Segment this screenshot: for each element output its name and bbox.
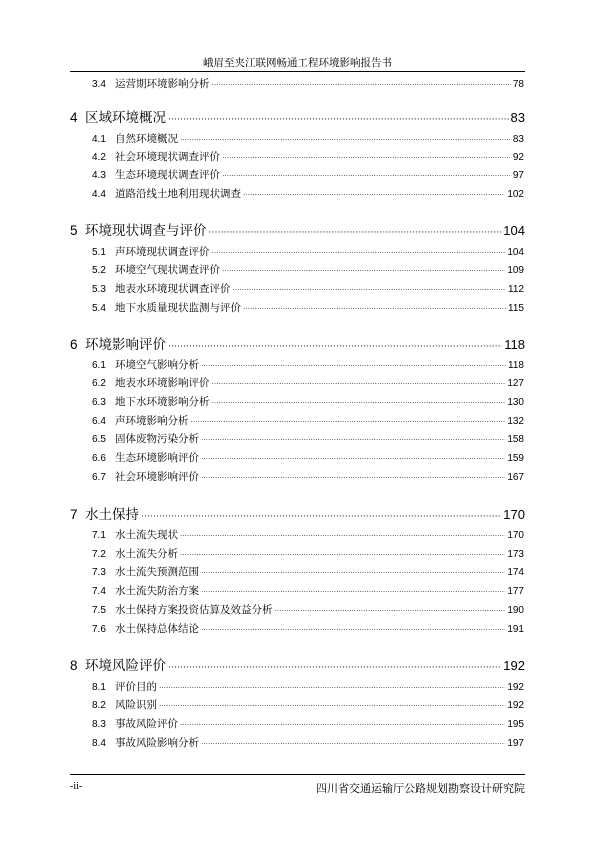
toc-section-entry[interactable] [92, 281, 524, 296]
toc-section-entry[interactable] [92, 357, 524, 372]
toc-entry-number: 4.3 [92, 170, 106, 181]
page-number: -ii- [70, 781, 83, 792]
toc-section-entry[interactable] [92, 300, 524, 315]
toc-chapter-entry[interactable] [70, 333, 525, 353]
toc-entry-number: 8.3 [92, 719, 106, 730]
toc-section-entry[interactable] [92, 450, 524, 465]
toc-entry-title: 环境空气现状调查评价 [115, 265, 220, 276]
toc-entry-title: 事故风险影响分析 [115, 738, 199, 749]
toc-dot-leader [209, 227, 502, 237]
toc-dot-leader [141, 511, 501, 521]
toc-section-entry[interactable] [92, 716, 524, 731]
toc-entry-title: 地下水环境影响分析 [115, 397, 210, 408]
toc-entry-number: 6.3 [92, 397, 106, 408]
running-header: 峨眉至夹江联网畅通工程环境影响报告书 [203, 58, 392, 69]
toc-entry-title: 地下水质量现状监测与评价 [115, 303, 241, 314]
toc-entry-title: 环境风险评价 [85, 658, 166, 674]
toc-entry-page: 132 [507, 416, 524, 427]
toc-entry-page: 83 [510, 110, 525, 125]
toc-entry-number: 7 [70, 507, 78, 522]
toc-entry-page: 115 [508, 303, 524, 314]
toc-entry-page: 112 [508, 284, 524, 295]
toc-dot-leader [201, 436, 505, 444]
toc-entry-title: 风险识别 [115, 700, 157, 711]
toc-dot-leader [159, 684, 505, 692]
toc-dot-leader [201, 588, 505, 596]
toc-section-entry[interactable] [92, 431, 524, 446]
toc-entry-title: 水土保持 [85, 507, 139, 523]
toc-dot-leader [180, 532, 505, 540]
footer-rule [70, 774, 525, 775]
toc-section-entry[interactable] [92, 679, 524, 694]
toc-dot-leader [168, 662, 501, 672]
toc-entry-number: 7.6 [92, 624, 106, 635]
toc-entry-title: 生态环境现状调查评价 [115, 170, 220, 181]
footer-organization: 四川省交通运输厅公路规划勘察设计研究院 [316, 783, 525, 795]
toc-entry-number: 8.4 [92, 738, 106, 749]
toc-entry-title: 声环境影响分析 [115, 416, 189, 427]
toc-dot-leader [222, 172, 511, 180]
toc-entry-title: 评价目的 [115, 682, 157, 693]
toc-section-entry[interactable] [92, 469, 524, 484]
toc-dot-leader [201, 455, 505, 463]
toc-section-entry[interactable] [92, 602, 524, 617]
toc-dot-leader [212, 399, 506, 407]
toc-entry-page: 170 [503, 507, 525, 522]
toc-entry-number: 7.3 [92, 567, 106, 578]
toc-entry-page: 104 [503, 223, 525, 238]
toc-dot-leader [212, 81, 511, 89]
toc-dot-leader [275, 607, 506, 615]
toc-section-entry[interactable] [92, 697, 524, 712]
toc-entry-page: 173 [507, 549, 524, 560]
toc-entry-page: 83 [512, 134, 524, 145]
toc-entry-number: 3.4 [92, 79, 106, 90]
toc-dot-leader [168, 341, 502, 351]
toc-entry-page: 158 [507, 434, 524, 445]
toc-dot-leader [243, 191, 505, 199]
toc-dot-leader [212, 249, 506, 257]
toc-dot-leader [233, 286, 507, 294]
toc-entry-title: 水土保持方案投资估算及效益分析 [115, 605, 273, 616]
toc-entry-number: 5.1 [92, 247, 106, 258]
toc-dot-leader [201, 626, 505, 634]
toc-entry-page: 195 [507, 719, 524, 730]
toc-entry-page: 192 [507, 700, 524, 711]
toc-entry-title: 地表水环境影响评价 [115, 378, 210, 389]
toc-section-entry[interactable] [92, 621, 524, 636]
toc-entry-title: 水土流失防治方案 [115, 586, 199, 597]
toc-entry-title: 环境影响评价 [85, 337, 166, 353]
toc-entry-title: 声环境现状调查评价 [115, 247, 210, 258]
toc-entry-number: 5 [70, 223, 78, 238]
toc-entry-page: 109 [507, 265, 524, 276]
toc-dot-leader [180, 136, 511, 144]
toc-chapter-entry[interactable] [70, 106, 525, 126]
toc-section-entry[interactable] [92, 186, 524, 201]
toc-entry-title: 事故风险评价 [115, 719, 178, 730]
toc-entry-title: 水土流失现状 [115, 530, 178, 541]
toc-entry-number: 6 [70, 337, 78, 352]
toc-entry-number: 8.2 [92, 700, 106, 711]
toc-entry-title: 水土流失预测范围 [115, 567, 199, 578]
toc-dot-leader [243, 305, 506, 313]
toc-section-entry[interactable] [92, 546, 524, 561]
toc-entry-title: 运营期环境影响分析 [115, 79, 210, 90]
toc-dot-leader [222, 154, 511, 162]
toc-chapter-entry[interactable] [70, 503, 525, 523]
toc-entry-number: 6.5 [92, 434, 106, 445]
toc-entry-number: 6.2 [92, 378, 106, 389]
toc-section-entry[interactable] [92, 375, 524, 390]
toc-entry-number: 6.4 [92, 416, 106, 427]
toc-entry-title: 水土保持总体结论 [115, 624, 199, 635]
toc-entry-page: 177 [507, 586, 524, 597]
toc-dot-leader [222, 267, 505, 275]
toc-entry-title: 社会环境影响评价 [115, 472, 199, 483]
toc-section-entry[interactable] [92, 735, 524, 750]
toc-entry-number: 4.1 [92, 134, 106, 145]
toc-entry-title: 生态环境影响评价 [115, 453, 199, 464]
toc-entry-page: 191 [507, 624, 524, 635]
toc-entry-number: 4.2 [92, 152, 106, 163]
toc-section-entry[interactable] [92, 244, 524, 259]
toc-entry-number: 7.4 [92, 586, 106, 597]
toc-dot-leader [201, 474, 505, 482]
toc-dot-leader [159, 702, 505, 710]
toc-chapter-entry[interactable] [70, 219, 525, 239]
toc-dot-leader [201, 362, 506, 370]
toc-entry-page: 102 [507, 189, 524, 200]
toc-section-entry[interactable] [92, 76, 524, 91]
toc-section-entry[interactable] [92, 149, 524, 164]
toc-dot-leader [180, 721, 505, 729]
toc-entry-page: 118 [504, 337, 525, 352]
toc-dot-leader [191, 418, 506, 426]
toc-entry-page: 170 [507, 530, 524, 541]
toc-entry-title: 区域环境概况 [85, 110, 166, 126]
toc-entry-number: 8 [70, 658, 78, 673]
toc-entry-page: 130 [507, 397, 524, 408]
toc-dot-leader [168, 114, 509, 124]
toc-section-entry[interactable] [92, 527, 524, 542]
toc-section-entry[interactable] [92, 394, 524, 409]
toc-entry-title: 道路沿线土地利用现状调查 [115, 189, 241, 200]
toc-section-entry[interactable] [92, 564, 524, 579]
toc-entry-number: 6.7 [92, 472, 106, 483]
toc-dot-leader [201, 569, 505, 577]
toc-entry-page: 92 [512, 152, 524, 163]
toc-entry-page: 118 [508, 360, 524, 371]
toc-entry-page: 167 [507, 472, 524, 483]
toc-entry-number: 4.4 [92, 189, 106, 200]
toc-chapter-entry[interactable] [70, 654, 525, 674]
toc-entry-number: 5.3 [92, 284, 106, 295]
toc-entry-page: 190 [507, 605, 524, 616]
toc-section-entry[interactable] [92, 262, 524, 277]
toc-entry-page: 197 [507, 738, 524, 749]
toc-entry-number: 6.6 [92, 453, 106, 464]
toc-section-entry[interactable] [92, 167, 524, 182]
toc-entry-number: 4 [70, 110, 78, 125]
toc-entry-page: 127 [507, 378, 524, 389]
toc-entry-title: 社会环境现状调查评价 [115, 152, 220, 163]
toc-entry-title: 地表水环境现状调查评价 [115, 284, 231, 295]
toc-entry-title: 自然环境概况 [115, 134, 178, 145]
toc-dot-leader [212, 380, 506, 388]
toc-entry-page: 174 [507, 567, 524, 578]
toc-entry-title: 固体废物污染分析 [115, 434, 199, 445]
toc-entry-title: 水土流失分析 [115, 549, 178, 560]
toc-dot-leader [180, 551, 505, 559]
toc-entry-number: 7.2 [92, 549, 106, 560]
toc-entry-page: 97 [512, 170, 524, 181]
toc-section-entry[interactable] [92, 413, 524, 428]
toc-entry-page: 192 [503, 658, 525, 673]
toc-section-entry[interactable] [92, 583, 524, 598]
toc-entry-title: 环境空气影响分析 [115, 360, 199, 371]
toc-entry-number: 5.4 [92, 303, 106, 314]
toc-entry-page: 104 [507, 247, 524, 258]
toc-entry-number: 8.1 [92, 682, 106, 693]
toc-entry-number: 6.1 [92, 360, 106, 371]
toc-entry-title: 环境现状调查与评价 [85, 223, 207, 239]
toc-entry-page: 192 [507, 682, 524, 693]
toc-dot-leader [201, 740, 505, 748]
toc-entry-page: 159 [507, 453, 524, 464]
toc-entry-number: 5.2 [92, 265, 106, 276]
toc-entry-number: 7.5 [92, 605, 106, 616]
toc-entry-number: 7.1 [92, 530, 106, 541]
toc-section-entry[interactable] [92, 131, 524, 146]
toc-entry-page: 78 [512, 79, 524, 90]
